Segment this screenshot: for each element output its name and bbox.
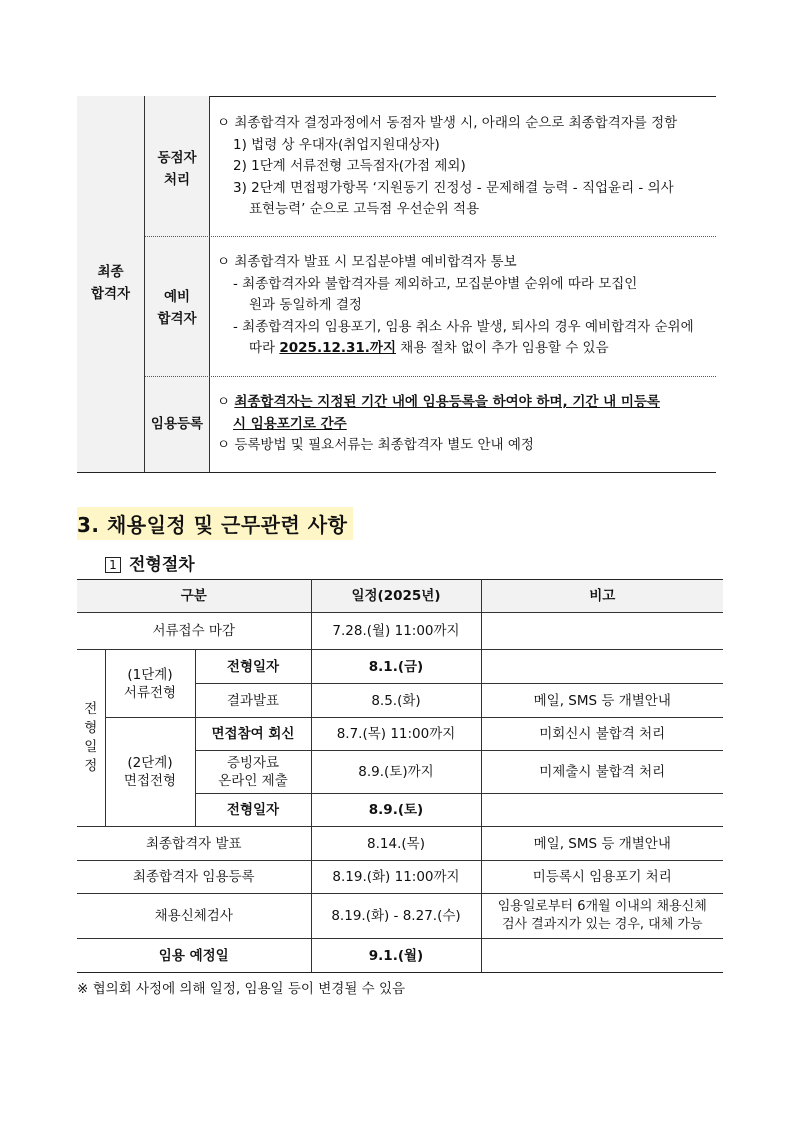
reserve-content [217,252,710,360]
row-note: 메일, SMS 등 개별안내 [481,827,723,861]
tie-line: 2) 1단계 서류전형 고득점자(가점 제외) [233,158,466,174]
table-row [77,939,723,973]
row-note [481,939,723,973]
stage2-label: (2단계) 면접전형 [105,718,195,827]
registration-content [217,392,710,457]
row-date: 8.9.(토)까지 [311,751,481,794]
row-date: 8.9.(토) [311,794,481,827]
row-date: 8.5.(화) [311,684,481,718]
row-item: 전형일자 [195,794,311,827]
tie-line: 1) 법령 상 우대자(취업지원대상자) [233,136,440,153]
reserve-line: 따라 2025.12.31.까지 채용 절차 없이 추가 임용할 수 있음 [249,340,609,356]
tie-line: 표현능력’ 순으로 고득점 우선순위 적용 [249,201,480,217]
table-bottom-border [77,472,716,473]
table-row [77,894,723,939]
row-note: 메일, SMS 등 개별안내 [481,684,723,718]
section-label: 최종 합격자 [90,264,131,302]
row-divider [145,376,716,377]
row-label: 채용신체검사 [77,894,311,939]
row-divider [145,236,716,237]
reserve-line: - 최종합격자의 임용포기, 임용 취소 사유 발생, 퇴사의 경우 예비합격자 순위에 [233,318,694,335]
section-title: 3. 채용일정 및 근무관련 사항 [77,507,353,540]
tie-line: 3) 2단계 면접평가항목 ‘지원동기 진정성 - 문제해결 능력 - 직업윤리 - 의사 [233,179,674,196]
stage1-label: (1단계) 서류전형 [105,650,195,718]
table-row [77,861,723,894]
row-date: 8.7.(목) 11:00까지 [311,718,481,751]
row-label: 최종합격자 임용등록 [77,861,311,894]
reserve-line: ㅇ 최종합격자 발표 시 모집분야별 예비합격자 통보 [217,254,517,270]
row-date: 8.1.(금) [311,650,481,684]
registration-line: ㅇ 최종합격자는 지정된 기간 내에 임용등록을 하여야 하며, 기간 내 미등록 [217,394,660,410]
table-row [77,718,723,751]
schedule-table [77,579,723,973]
reserve-line: - 최종합격자와 불합격자를 제외하고, 모집분야별 순위에 따라 모집인 [233,275,638,292]
registration-line: ㅇ 등록방법 및 필요서류는 최종합격자 별도 안내 예정 [217,437,534,453]
registration-line: 시 임용포기로 간주 [233,415,347,432]
row-item: 결과발표 [195,684,311,718]
subsection-number: 1 [105,557,121,573]
table-row [77,650,723,684]
row-item: 면접참여 회신 [195,718,311,751]
row-note [481,613,723,650]
tie-line: ㅇ 최종합격자 결정과정에서 동점자 발생 시, 아래의 순으로 최종합격자를 정함 [217,115,678,131]
table-header-row [77,580,723,613]
footnote: ※ 협의회 사정에 의해 일정, 임용일 등이 변경될 수 있음 [77,981,406,997]
table-row [77,613,723,650]
row-label: 임용 예정일 [77,939,311,973]
row-label: 서류접수 마감 [77,613,311,650]
row-date: 7.28.(월) 11:00까지 [311,613,481,650]
row-date: 9.1.(월) [311,939,481,973]
header-category: 구분 [77,580,311,613]
row-label: 최종합격자 발표 [77,827,311,861]
row-date: 8.14.(목) [311,827,481,861]
final-candidate-table [77,96,716,473]
row-date: 8.19.(화) - 8.27.(수) [311,894,481,939]
tie-content [217,113,710,221]
reserve-label: 예비 합격자 [157,289,197,327]
row-date: 8.19.(화) 11:00까지 [311,861,481,894]
row-note [481,794,723,827]
row-note: 임용일로부터 6개월 이내의 채용신체 검사 결과지가 있는 경우, 대체 가능 [481,894,723,939]
table-row [77,827,723,861]
row-item: 전형일자 [195,650,311,684]
row-note: 미제출시 불합격 처리 [481,751,723,794]
reserve-line: 원과 동일하게 결정 [249,297,362,313]
row-note [481,650,723,684]
process-label: 전 형 일 정 [77,650,105,827]
row-note: 미회신시 불합격 처리 [481,718,723,751]
registration-label: 임용등록 [150,416,204,432]
row-note: 미등록시 임용포기 처리 [481,861,723,894]
tie-label: 동점자 처리 [157,150,197,188]
reserve-deadline: 2025.12.31.까지 [279,340,396,356]
header-note: 비고 [481,580,723,613]
row-item: 증빙자료 온라인 제출 [195,751,311,794]
subsection-title: 1 전형절차 [105,550,195,575]
header-date: 일정(2025년) [311,580,481,613]
